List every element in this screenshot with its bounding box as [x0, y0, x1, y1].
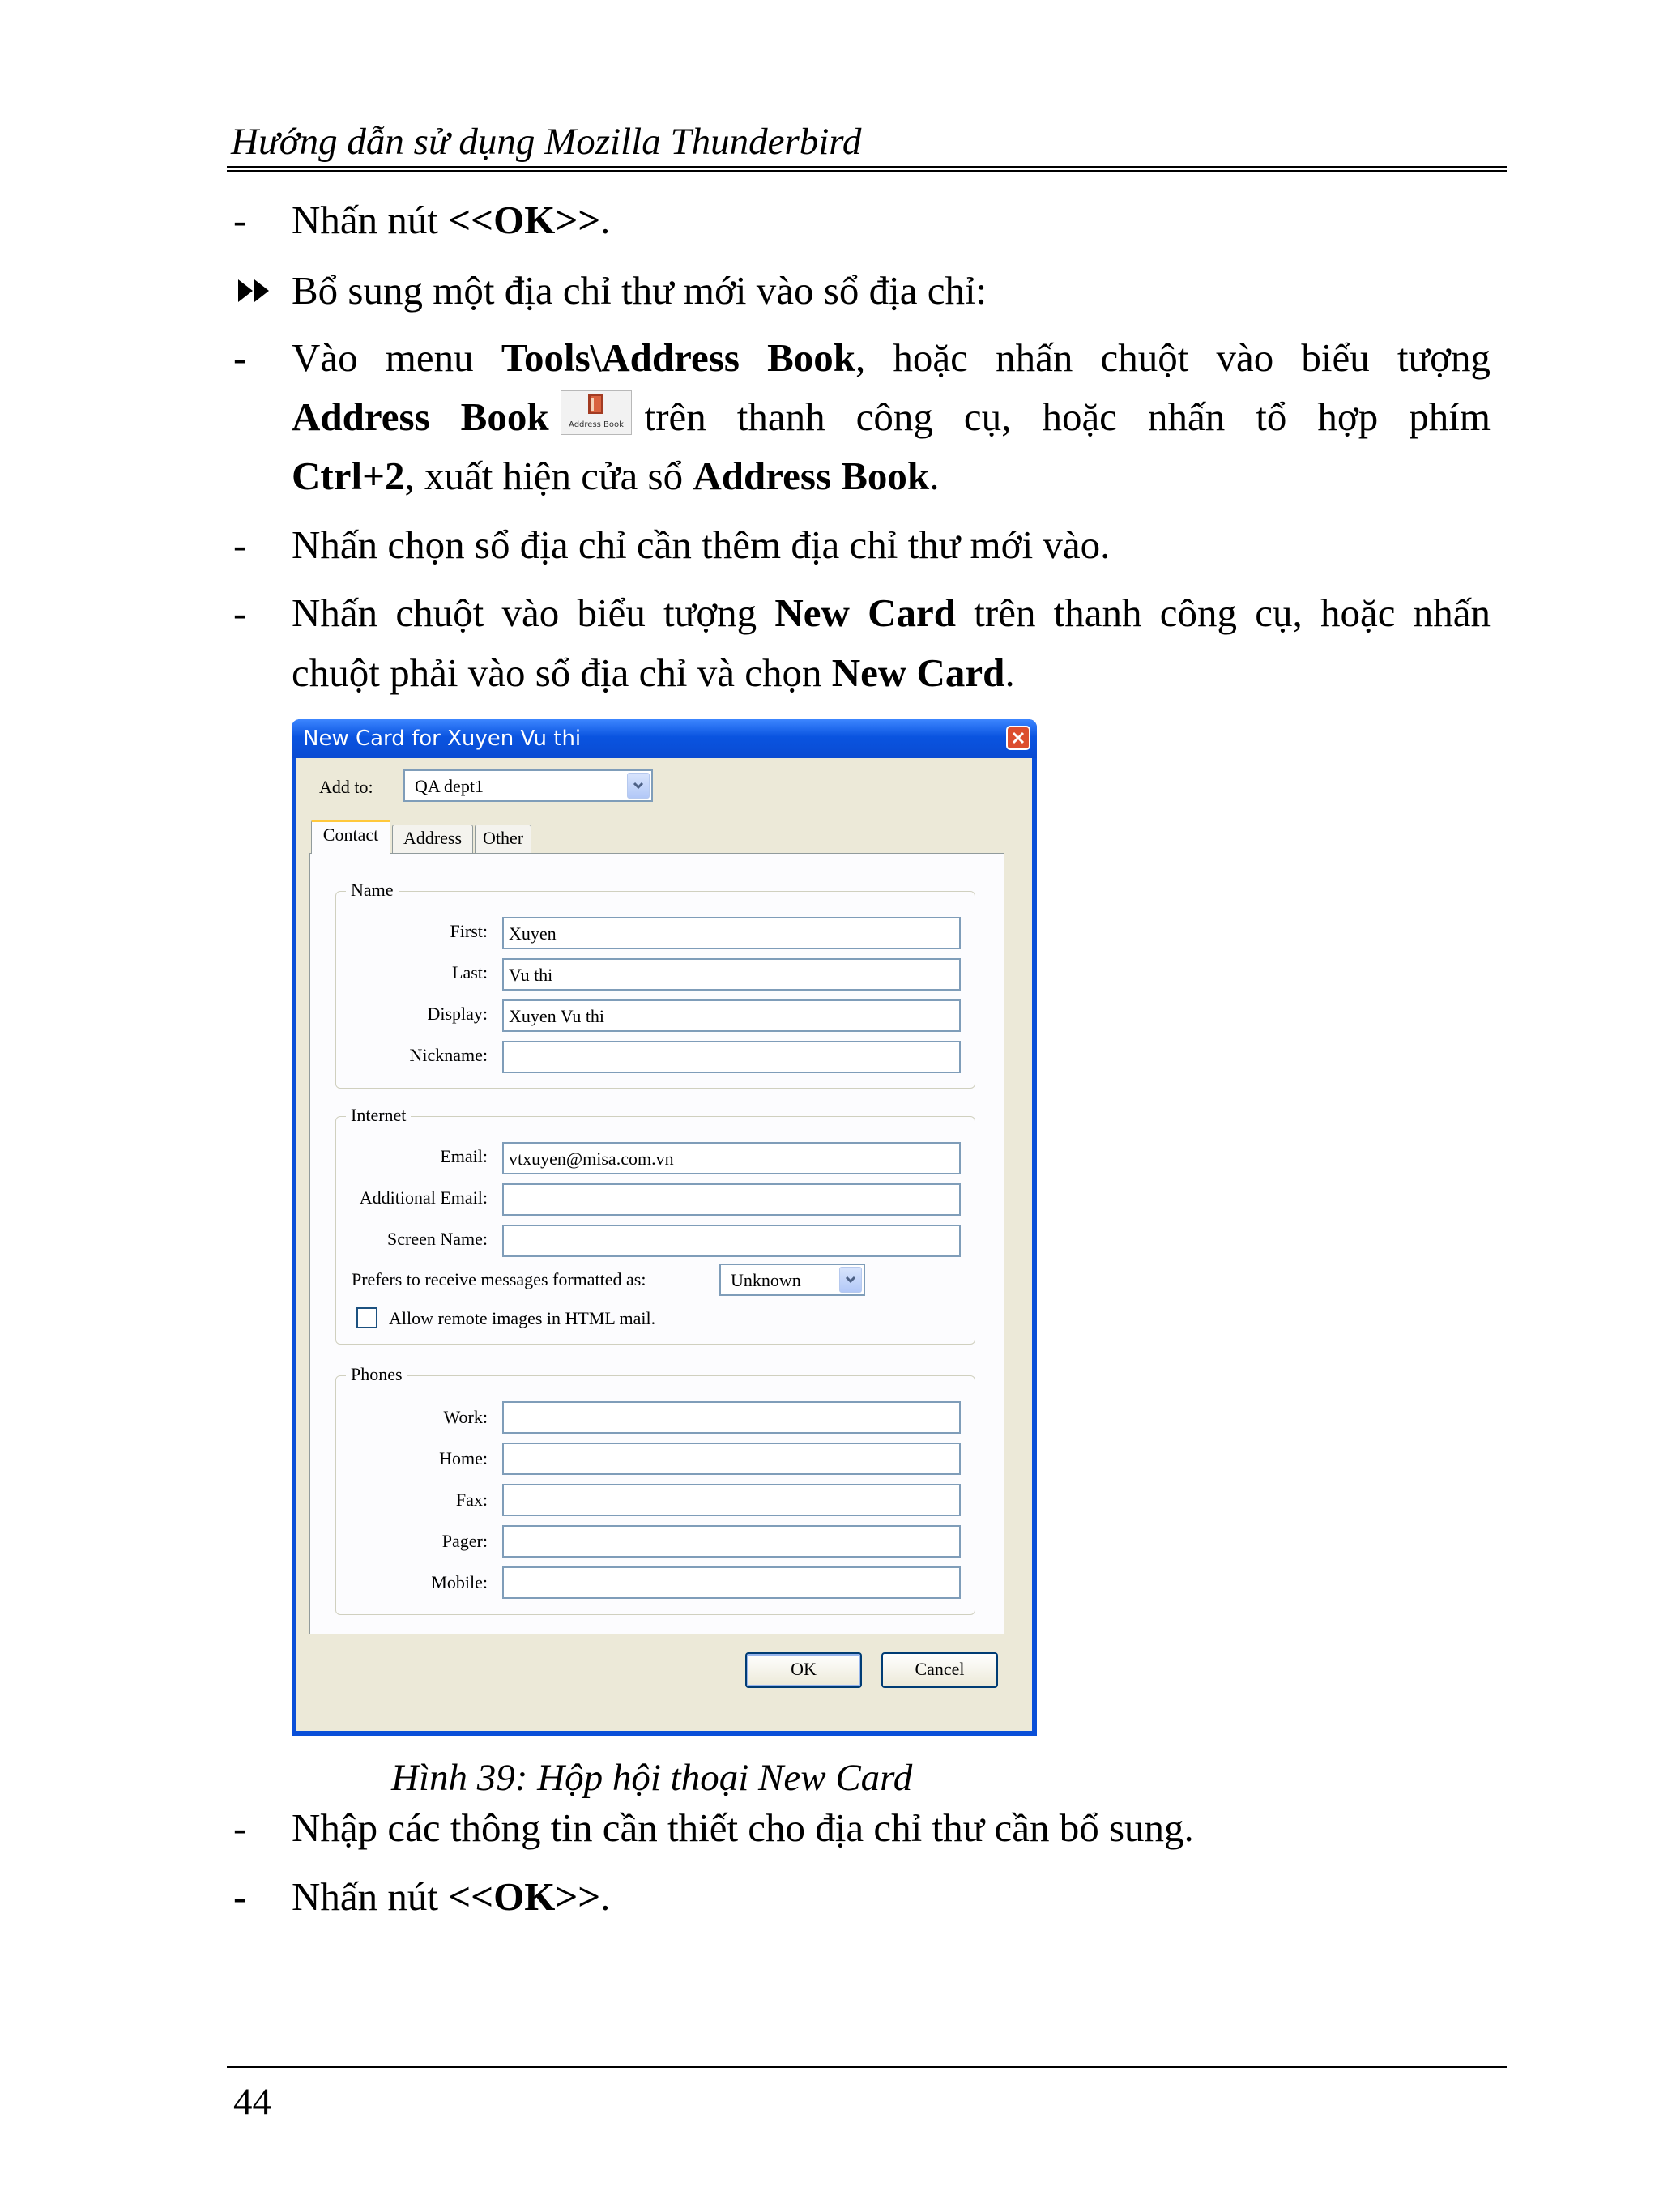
dropdown-arrow[interactable] — [627, 773, 650, 799]
double-arrow-bullet-icon — [235, 275, 275, 307]
internet-legend: Internet — [346, 1104, 411, 1127]
para-new-card-line1 — [292, 583, 1491, 643]
add-to-select[interactable] — [403, 769, 653, 802]
pager-field[interactable] — [502, 1525, 961, 1558]
dialog-title: New Card for Xuyen Vu thi — [303, 727, 582, 751]
para-open-address-book-line2 — [292, 387, 1491, 447]
email-label: Email: — [440, 1146, 488, 1166]
figure-caption: Hình 39: Hộp hội thoại New Card — [391, 1757, 913, 1799]
address-book-bold: Address Book — [693, 454, 930, 498]
tab-other[interactable]: Other — [475, 825, 531, 854]
first-name-label: First: — [450, 921, 488, 941]
bullet-dash: - — [233, 335, 247, 380]
last-name-value: Vu thi — [509, 965, 553, 985]
new-card-bold: New Card — [831, 650, 1005, 695]
bullet-dash: - — [233, 590, 247, 635]
add-to-label: Add to: — [319, 777, 373, 797]
first-name-field[interactable] — [502, 917, 961, 949]
format-preference-label: Prefers to receive messages formatted as: — [352, 1269, 646, 1289]
text-fragment: , xuất hiện cửa sổ — [404, 454, 693, 498]
shortcut-bold: Ctrl+2 — [292, 454, 405, 498]
close-icon — [1012, 731, 1025, 744]
phones-legend: Phones — [346, 1363, 407, 1386]
screen-name-label: Screen Name: — [387, 1229, 488, 1249]
additional-email-field[interactable] — [502, 1183, 961, 1216]
new-card-bold: New Card — [774, 590, 957, 635]
address-book-icon-label: Address Book — [568, 420, 624, 430]
name-legend: Name — [346, 879, 399, 901]
instruction-press-ok — [292, 190, 1491, 250]
tab-contact[interactable]: Contact — [311, 820, 390, 854]
home-phone-field[interactable] — [502, 1443, 961, 1475]
remote-images-checkbox[interactable] — [356, 1307, 377, 1328]
dialog-titlebar[interactable] — [292, 719, 1037, 758]
email-value: vtxuyen@misa.com.vn — [509, 1149, 674, 1169]
text-fragment: , hoặc nhấn chuột vào biểu tượng — [855, 335, 1491, 380]
text-fragment: chuột phải vào sổ địa chỉ và chọn — [292, 650, 832, 695]
text-fragment: . — [600, 1874, 611, 1919]
chevron-down-icon — [845, 1274, 856, 1285]
additional-email-label: Additional Email: — [359, 1187, 488, 1208]
header-rule — [227, 166, 1507, 168]
mobile-label: Mobile: — [431, 1572, 488, 1592]
add-to-value: QA dept1 — [415, 776, 484, 796]
fax-field[interactable] — [502, 1484, 961, 1516]
page-header-title: Hướng dẫn sử dụng Mozilla Thunderbird — [231, 121, 862, 163]
footer-rule — [227, 2066, 1507, 2068]
ok-bold: <<OK>> — [448, 1874, 601, 1919]
work-phone-field[interactable] — [502, 1401, 961, 1434]
header-rule-double — [227, 170, 1507, 172]
display-name-label: Display: — [427, 1004, 488, 1024]
chevron-down-icon — [633, 780, 644, 791]
close-button[interactable] — [1006, 726, 1030, 750]
nickname-field[interactable] — [502, 1041, 961, 1073]
para-open-address-book-line1 — [292, 328, 1491, 388]
text-fragment: Nhấn nút — [292, 198, 449, 242]
text-fragment: Vào menu — [292, 335, 501, 380]
address-book-icon — [561, 390, 632, 435]
para-enter-info: Nhập các thông tin cần thiết cho địa chỉ thư cần bổ sung. — [292, 1805, 1194, 1850]
cancel-button[interactable]: Cancel — [881, 1652, 998, 1688]
bullet-dash: - — [233, 522, 247, 567]
nickname-label: Nickname: — [409, 1045, 488, 1065]
page-number: 44 — [233, 2081, 271, 2123]
first-name-value: Xuyen — [509, 923, 557, 944]
text-fragment: . — [600, 198, 611, 242]
fax-label: Fax: — [455, 1490, 488, 1510]
screen-name-field[interactable] — [502, 1225, 961, 1257]
text-fragment: trên thanh công cụ, hoặc nhấn — [956, 590, 1491, 635]
mobile-field[interactable] — [502, 1566, 961, 1599]
para-select-book: Nhấn chọn sổ địa chỉ cần thêm địa chỉ thư mới vào. — [292, 522, 1111, 567]
instruction-press-ok-final — [292, 1867, 1491, 1927]
bullet-dash: - — [233, 1874, 247, 1919]
section-heading: Bổ sung một địa chỉ thư mới vào sổ địa chỉ: — [292, 268, 987, 313]
text-fragment: Nhấn chuột vào biểu tượng — [292, 590, 775, 635]
home-phone-label: Home: — [439, 1448, 488, 1468]
bullet-dash: - — [233, 198, 247, 242]
text-fragment: . — [929, 454, 940, 498]
format-preference-select[interactable] — [719, 1264, 865, 1296]
pager-label: Pager: — [441, 1531, 488, 1551]
work-phone-label: Work: — [443, 1407, 488, 1427]
ok-bold: <<OK>> — [448, 198, 601, 242]
dropdown-arrow[interactable] — [839, 1267, 862, 1293]
text-fragment: Nhấn nút — [292, 1874, 449, 1919]
bullet-dash: - — [233, 1805, 247, 1850]
display-name-value: Xuyen Vu thi — [509, 1006, 605, 1026]
display-name-field[interactable] — [502, 999, 961, 1032]
last-name-label: Last: — [452, 962, 488, 982]
last-name-field[interactable] — [502, 958, 961, 991]
para-open-address-book-line3 — [292, 446, 1491, 506]
para-new-card-line2 — [292, 643, 1491, 703]
format-preference-value: Unknown — [731, 1270, 801, 1290]
remote-images-label: Allow remote images in HTML mail. — [389, 1308, 656, 1328]
email-field[interactable] — [502, 1142, 961, 1174]
tab-address[interactable]: Address — [392, 825, 473, 854]
text-fragment: . — [1004, 650, 1015, 695]
ok-button[interactable]: OK — [745, 1652, 862, 1688]
menu-path-bold: Tools\Address Book — [501, 335, 856, 380]
text-fragment: trên thanh công cụ, hoặc nhấn tổ hợp phím — [644, 394, 1491, 439]
address-book-bold: Address Book — [292, 394, 549, 439]
